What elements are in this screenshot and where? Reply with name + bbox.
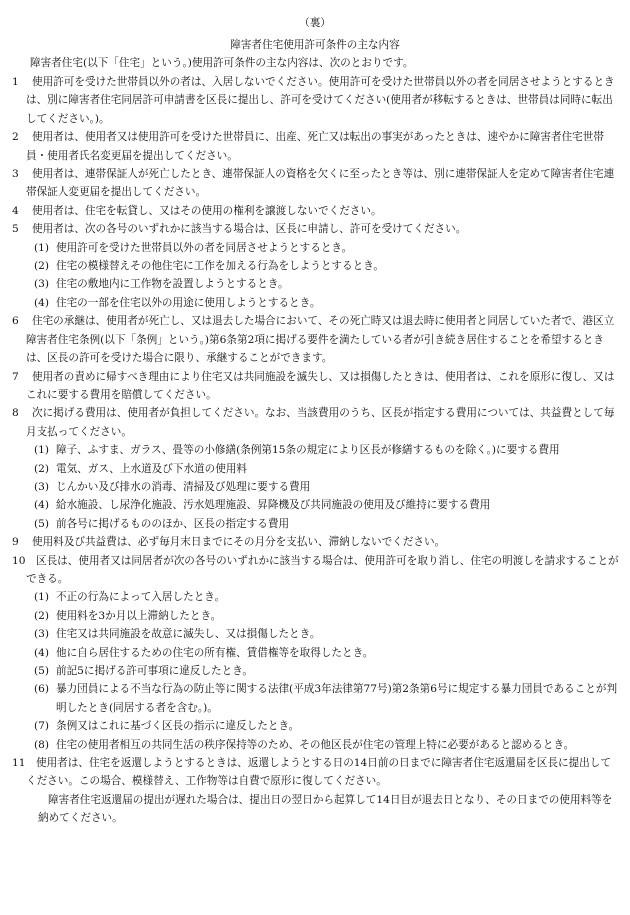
sub-item [12,588,620,606]
condition-text: 住宅の承継は、使用者が死亡し、又は退去した場合において、その死亡時又は退去時に使用者と同居していた者で、港区立障害者住宅条例(以下「条例」という。)第6条第2項に掲げる要件を満たしている者が引き続き居住することを希望するときは、区長の許可を受けた場合に限り、承継することができます。 [26,315,615,365]
intro-text: 障害者住宅(以下「住宅」という。)使用許可条件の主な内容は、次のとおりです。 [30,57,414,69]
sub-item-number: (5) [34,665,50,677]
sub-item [12,717,620,735]
sub-item-text: 給水施設、し尿浄化施設、汚水処理施設、昇降機及び共同施設の使用及び維持に要する費用 [56,499,491,512]
condition-text: 次に掲げる費用は、使用者が負担してください。なお、当該費用のうち、区長が指定する費用については、共益費として毎月支払ってください。 [26,407,615,438]
condition-text: 使用者は、住宅を転貸し、又はその使用の権利を譲渡しないでください。 [32,204,382,217]
sub-item-text: 他に自ら居住するための住宅の所有権、賃借権等を取得したとき。 [56,646,374,659]
sub-item [12,478,620,496]
sub-item [12,496,620,514]
sub-item-number: (1) [34,444,50,457]
sub-item [12,644,620,662]
side-marker: （裏） [299,17,331,29]
condition-number: 1 [12,76,19,88]
sub-item [12,662,620,680]
sub-item [12,736,620,754]
sub-item-number: (2) [34,462,50,475]
sub-item-number: (4) [34,499,50,512]
sub-item-number: (3) [34,628,50,641]
sub-item [12,515,620,533]
sub-item-text: 不正の行為によって入居したとき。 [56,591,226,604]
condition-item [12,165,620,202]
condition-text: 使用者は、次の各号のいずれかに該当する場合は、区長に申請し、許可を受けてください。 [32,223,467,236]
sub-item-text: 住宅の一部を住宅以外の用途に使用しようとするとき。 [56,296,321,309]
sub-item-text: 住宅の模様替えその他住宅に工作を加える行為をしようとするとき。 [56,260,384,273]
condition-item [12,312,620,367]
sub-item [12,680,620,717]
sub-item [12,625,620,643]
condition-number: 11 [12,757,26,770]
sub-item-text: 障子、ふすま、ガラス、畳等の小修繕(条例第15条の規定により区長が修繕するものを除く。)に要する費用 [56,444,560,457]
condition-text: 使用者は、住宅を返還しようとするときは、返還しようとする日の14日前の日までに障害者住宅返還届を区長に提出してください。この場合、模様替え、工作物等は自費で原形に復してください。 [26,757,611,788]
sub-item-text: 住宅の敷地内に工作物を設置しようとするとき。 [56,278,289,291]
sub-item [12,607,620,625]
condition-item [12,128,620,165]
condition-item [12,73,620,128]
sub-item-number: (8) [34,738,50,751]
condition-item [12,202,620,220]
condition-number: 6 [12,315,19,328]
sub-item-number: (4) [34,296,50,309]
condition-text: 使用料及び共益費は、必ず毎月末日までにその月分を支払い、滞納しないでください。 [32,536,446,549]
condition-item [12,368,620,405]
condition-text: 使用許可を受けた世帯員以外の者は、入居しないでください。使用許可を受けた世帯員以外の者を同居させようとするときは、別に障害者住宅同居許可申請書を区長に提出し、許可を受けてください(使用者が移転するときは、世帯員は同時に転出してください。)。 [26,76,615,125]
condition-text: 使用者の責めに帰すべき理由により住宅又は共同施設を滅失し、又は損傷したときは、使用者は、これを原形に復し、又はこれに要する費用を賠償してください。 [26,370,615,401]
sub-item-number: (6) [34,683,50,696]
sub-item-text: 暴力団員による不当な行為の防止等に関する法律(平成3年法律第77号)第2条第6号に規定する暴力団員であることが判明したとき(同居する者を含む。)。 [56,683,618,714]
sub-item-number: (5) [34,517,50,530]
condition-text: 区長は、使用者又は同居者が次の各号のいずれかに該当する場合は、使用許可を取り消し、住宅の明渡しを請求することができる。 [26,554,619,585]
condition-number: 9 [12,536,19,549]
sub-item-text: 前記5に掲げる許可事項に違反したとき。 [56,665,254,677]
sub-item-number: (1) [34,591,50,604]
sub-item-text: 住宅又は共同施設を故意に滅失し、又は損傷したとき。 [56,628,321,641]
condition-number: 3 [12,168,19,181]
sub-item-number: (4) [34,646,50,659]
sub-item [12,441,620,459]
sub-item-text: じんかい及び排水の消毒、清掃及び処理に要する費用 [56,480,311,493]
sub-item [12,257,620,275]
sub-item [12,275,620,293]
sub-item-number: (3) [34,278,50,291]
condition-text: 使用者は、連帯保証人が死亡したとき、連帯保証人の資格を欠くに至ったとき等は、別に連帯保証人を定めて障害者住宅連帯保証人変更届を提出してください。 [26,168,615,199]
return-note: 障害者住宅返還届の提出が遅れた場合は、提出日の翌日から起算して14日目が退去日となり、その日までの使用料等を納めてください。 [38,793,613,825]
condition-text: 使用者は、使用者又は使用許可を受けた世帯員に、出産、死亡又は転出の事実があったときは、速やかに障害者住宅世帯員・使用者氏名変更届を提出してください。 [26,131,604,162]
sub-item [12,460,620,478]
document-title: 障害者住宅使用許可条件の主な内容 [230,39,400,51]
condition-number: 10 [12,554,26,567]
sub-item-text: 条例又はこれに基づく区長の指示に違反したとき。 [56,720,300,733]
condition-item [12,754,620,791]
condition-item [12,552,620,589]
condition-number: 7 [12,370,19,383]
condition-number: 8 [12,407,19,420]
sub-item-number: (3) [34,480,50,493]
condition-item [12,404,620,441]
condition-item [12,533,620,551]
sub-item [12,294,620,312]
condition-item [12,220,620,238]
condition-number: 5 [12,223,19,236]
sub-item-text: 住宅の使用者相互の共同生活の秩序保持等のため、その他区長が住宅の管理上特に必要があると認めるとき。 [56,738,575,751]
condition-number: 2 [12,131,19,144]
sub-item-number: (1) [34,241,50,254]
sub-item-text: 使用料を3か月以上滞納したとき。 [56,609,222,622]
sub-item-number: (7) [34,720,50,733]
sub-item-number: (2) [34,260,50,273]
sub-item-text: 使用許可を受けた世帯員以外の者を同居させようとするとき。 [56,241,353,254]
sub-item-text: 電気、ガス、上水道及び下水道の使用料 [56,462,248,475]
sub-item-number: (2) [34,609,50,622]
sub-item [12,239,620,257]
condition-number: 4 [12,204,19,217]
sub-item-text: 前各号に掲げるもののほか、区長の指定する費用 [56,517,290,530]
condition-list [12,73,620,828]
